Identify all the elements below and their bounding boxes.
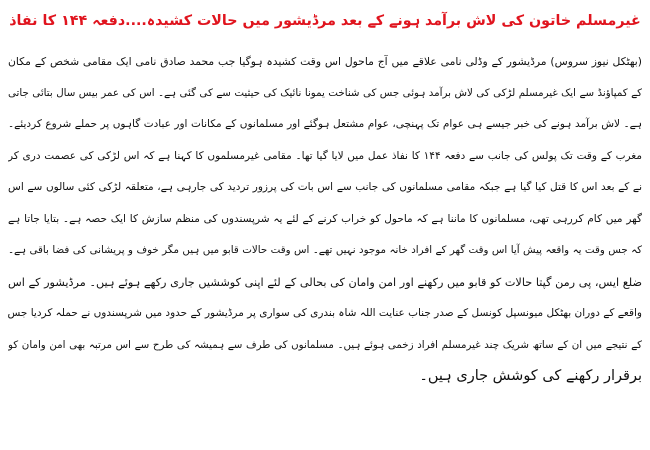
article-line: نے کے بعد اس کا قتل کیا گیا ہے جبکہ مقامی مسلمانوں کی جانب سے اس بات کی پرزور تردید کی جارہی ہے، متعلقہ لڑکی کئی سالوں سے اس [8, 181, 642, 193]
article-body [8, 46, 642, 393]
article-line: گھر میں کام کررہی تھی، مسلمانوں کا ماننا ہے کہ ماحول کو خراب کرنے کے لئے یہ شرپسندوں کی منظم سازش کا ایک حصہ ہے۔ بتایا جاتا ہے [8, 212, 642, 225]
article-line: مغرب کے وقت تک پولس کی جانب سے دفعہ ۱۴۴ کا نفاذ عمل میں لایا گیا تھا۔ مقامی غیرمسلموں کا کہنا ہے کہ اس لڑکی کی عصمت دری کر [8, 149, 642, 162]
article-line: ضلع ایس، پی رمن گپتا حالات کو قابو میں رکھنے اور امن وامان کی بحالی کے لئے اپنی کوششیں جاری رکھے ہوئے ہیں۔ مرڈیشور کے اس [8, 275, 642, 289]
article-line: برقرار رکھنے کی کوشش جاری ہیں۔ [419, 368, 642, 384]
article-line: کے نتیجے میں ان کے ساتھ شریک چند غیرمسلم افراد زخمی ہوئے ہیں۔ مسلمانوں کی طرف سے ہمیشہ کی طرح سے اس مرتبہ بھی امن وامان کو [8, 338, 642, 351]
article-line: واقعے کے دوران بھٹکل میونسپل کونسل کے صدر جناب عنایت اللہ شاہ بندری کی سواری پر مرڈیشور کے حدود میں شرپسندوں نے حملہ کردیا جس [8, 307, 642, 319]
article-line: (بھٹکل نیوز سروس) مرڈیشور کے وڈلی نامی علاقے میں آج ماحول اس وقت کشیدہ ہوگیا جب محمد صادق نامی ایک مقامی شخص کے مکان [8, 55, 642, 68]
article-line: کے کمپاؤنڈ سے ایک غیرمسلم لڑکی کی لاش برآمد ہوئی جس کی شناخت یمونا نائیک کی حیثیت سے کی گئی ہے۔ اس کی عمر بیس سال بتائی جاتی [8, 86, 642, 99]
article-line: ہے۔ لاش برآمد ہونے کی خبر جیسے ہی عوام تک پہنچی، عوام مشتعل ہوگئے اور مسلمانوں کے مکانات اور عبادت گاہوں پر حملے شروع کردیئے۔ [8, 118, 642, 130]
article-headline: غیرمسلم خاتون کی لاش برآمد ہونے کے بعد مرڈیشور میں حالات کشیدہ....دفعہ ۱۴۴ کا نفاذ [9, 13, 641, 29]
article-line: کہ جس وقت یہ واقعہ پیش آیا اس وقت گھر کے افراد خانہ موجود نہیں تھے۔ اس وقت حالات قابو میں ہیں مگر خوف و پریشانی کی فضا باقی ہے۔ [8, 244, 642, 256]
